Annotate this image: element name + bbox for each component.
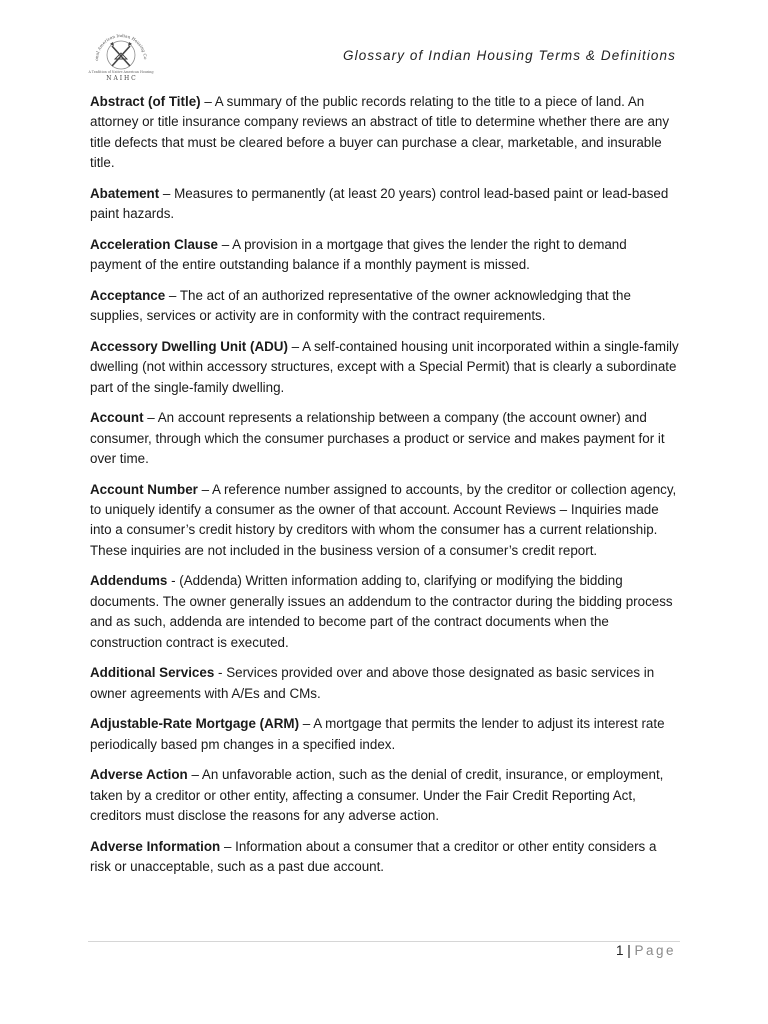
entry-separator: – bbox=[187, 767, 202, 783]
entry-definition: Measures to permanently (at least 20 years) control lead-based paint or lead-based paint hazards. bbox=[90, 185, 669, 222]
glossary-entry bbox=[90, 837, 680, 878]
entry-term: Abstract (of Title) bbox=[90, 94, 201, 109]
entry-definition: Information about a consumer that a creditor or other entity considers a risk or unacceptable, such as a past due account. bbox=[90, 838, 657, 875]
entry-term: Accessory Dwelling Unit (ADU) bbox=[90, 338, 288, 354]
entry-definition: A reference number assigned to accounts, by the creditor or collection agency, to uniquely identify a consumer as the owner of that account. Account Reviews – Inquiries made into a consumer’s credit history by creditors with whom the consumer has a current relationship. These inquiries are not included in the business version of a consumer’s credit report. bbox=[90, 481, 677, 558]
entry-definition: An account represents a relationship between a company (the account owner) and consumer, through which the consumer purchases a product or service and makes payment for it over time. bbox=[90, 410, 665, 467]
glossary-entry bbox=[90, 235, 680, 276]
entry-definition: A summary of the public records relating to the title to a piece of land. An attorney or title insurance company reviews an abstract of title to determine whether there are any title defects that must be cleared before a buyer can purchase a clear, marketable, and insurable title. bbox=[90, 94, 670, 171]
glossary-entry bbox=[90, 286, 680, 327]
entry-separator: – bbox=[200, 94, 215, 109]
entry-term: Adjustable-Rate Mortgage (ARM) bbox=[90, 716, 300, 732]
glossary-entry bbox=[90, 92, 680, 174]
glossary-entry bbox=[90, 571, 680, 653]
page-label: Page bbox=[634, 943, 676, 958]
svg-text:National American Indian Housi bbox=[84, 26, 148, 61]
footer-divider bbox=[88, 941, 680, 942]
entry-term: Acceptance bbox=[90, 287, 166, 303]
glossary-entry bbox=[90, 765, 680, 826]
entry-term: Account Number bbox=[90, 481, 198, 497]
document-title: Glossary of Indian Housing Terms & Definitions bbox=[343, 48, 676, 63]
page-divider: | bbox=[623, 943, 635, 958]
entry-separator: – bbox=[165, 287, 180, 303]
glossary-entry bbox=[90, 714, 680, 755]
logo-arc-text: onal American Indian Housing Co bbox=[93, 32, 149, 61]
logo-acronym: N A I H C bbox=[106, 75, 136, 82]
entry-definition: (Addenda) Written information adding to, clarifying or modifying the bidding documents. The owner generally issues an addendum to the contractor during the bidding process and as such, addenda are intended to become part of the contract documents when the construction contract is executed. bbox=[90, 573, 673, 650]
entry-definition: Services provided over and above those designated as basic services in owner agreements with A/Es and CMs. bbox=[90, 665, 655, 701]
entry-separator: – bbox=[287, 338, 303, 354]
entry-separator: - bbox=[167, 573, 180, 589]
entry-separator: – bbox=[197, 481, 213, 497]
entry-term: Adverse Information bbox=[90, 838, 221, 854]
entry-definition: A mortgage that permits the lender to adjust its interest rate periodically based pm changes in a specified index. bbox=[90, 716, 665, 752]
glossary-entries bbox=[90, 92, 680, 888]
glossary-entry bbox=[90, 408, 680, 469]
entry-term: Additional Services bbox=[90, 665, 215, 681]
entry-separator: – bbox=[143, 410, 158, 426]
entry-definition: A provision in a mortgage that gives the lender the right to demand payment of the entire outstanding balance if a monthly payment is missed. bbox=[90, 236, 627, 273]
entry-separator: - bbox=[214, 665, 227, 681]
glossary-entry bbox=[90, 480, 680, 562]
glossary-entry bbox=[90, 663, 680, 704]
entry-term: Abatement bbox=[90, 185, 160, 201]
entry-definition: An unfavorable action, such as the denial of credit, insurance, or employment, taken by a creditor or other entity, affecting a consumer. Under the Fair Credit Reporting Act, creditors must disclose the reasons for any adverse action. bbox=[90, 767, 664, 824]
entry-separator: – bbox=[218, 236, 233, 252]
glossary-entry bbox=[90, 337, 680, 398]
entry-separator: – bbox=[299, 716, 314, 732]
entry-term: Acceleration Clause bbox=[90, 236, 219, 252]
logo-subtext: A Tradition of Native American Housing bbox=[88, 70, 154, 74]
entry-definition: A self-contained housing unit incorporated within a single-family dwelling (not within accessory structures, except with a Special Permit) that is clearly a subordinate part of the single-family dwelling. bbox=[90, 338, 679, 395]
entry-term: Adverse Action bbox=[90, 767, 188, 783]
entry-term: Addendums bbox=[90, 573, 168, 589]
entry-separator: – bbox=[159, 185, 175, 201]
entry-separator: – bbox=[220, 838, 236, 854]
entry-term: Account bbox=[90, 410, 144, 426]
glossary-entry bbox=[90, 184, 680, 225]
page-footer bbox=[616, 943, 676, 958]
entry-definition: The act of an authorized representative of the owner acknowledging that the supplies, services or activity are in conformity with the contract requirements. bbox=[90, 287, 631, 324]
page-number: 1 bbox=[615, 943, 624, 958]
naihc-logo bbox=[84, 26, 158, 82]
